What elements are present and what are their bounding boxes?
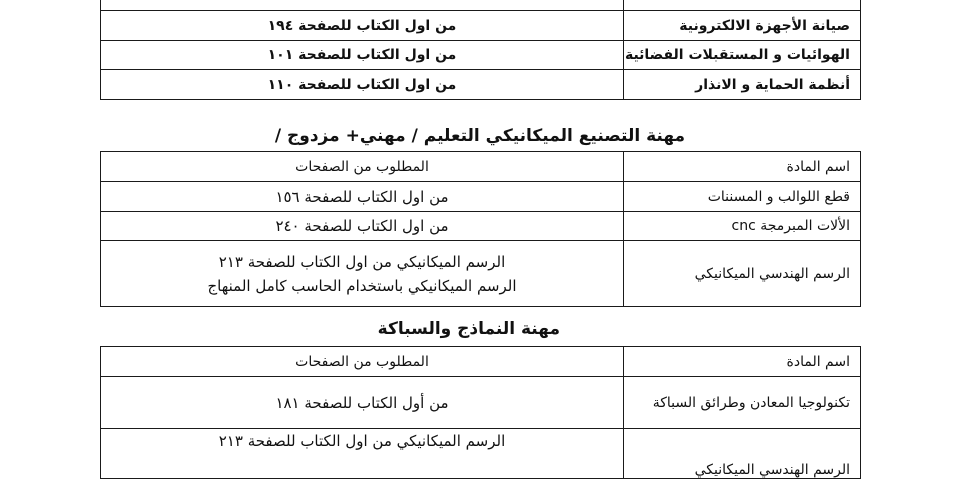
subject-cell: أنظمة الحماية و الانذار [624, 70, 861, 100]
table-row [101, 429, 861, 479]
pages-cell: من اول الكتاب للصفحة ١٩٤ [101, 11, 624, 41]
table-row [101, 241, 861, 307]
pages-cell: من اول الكتاب للصفحة ١٠١ [101, 41, 624, 70]
table-row [101, 182, 861, 212]
subject-cell: صيانة الأجهزة الالكترونية [624, 11, 861, 41]
pages-cell: من أول الكتاب للصفحة ١٨١ [101, 377, 624, 429]
subject-column-header: اسم المادة [624, 347, 861, 377]
subject-cell: تكنولوجيا المعادن وطرائق السباكة [624, 377, 861, 429]
subject-cell: الرسم الهندسي الميكانيكي [624, 429, 861, 479]
pages-line: الرسم الميكانيكي باستخدام الحاسب كامل المنهاج [207, 276, 517, 295]
table-row [101, 11, 861, 41]
subject-cell [624, 0, 861, 11]
table-row [101, 70, 861, 100]
mechanical-manufacturing-heading: مهنة التصنيع الميكانيكي التعليم / مهني+ مزدوج / [274, 126, 686, 146]
table-row [101, 377, 861, 429]
table-row [101, 41, 861, 70]
table-header-row [101, 347, 861, 377]
subject-cell: الألات المبرمجة cnc [624, 212, 861, 241]
subject-column-header: اسم المادة [624, 152, 861, 182]
pages-column-header: المطلوب من الصفحات [101, 152, 624, 182]
pages-cell: من اول الكتاب للصفحة ١١٠ [101, 70, 624, 100]
table-row [101, 0, 861, 11]
pages-line: الرسم الميكانيكي من اول الكتاب للصفحة ٢١٣ [218, 252, 506, 271]
patterns-casting-heading: مهنة النماذج والسباكة [377, 319, 560, 339]
pages-cell [101, 429, 624, 479]
pages-line: الرسم الميكانيكي من اول الكتاب للصفحة ٢١٣ [218, 432, 506, 450]
subject-cell: الرسم الهندسي الميكانيكي [624, 241, 861, 307]
subject-cell: قطع اللوالب و المسننات [624, 182, 861, 212]
pages-cell [101, 241, 624, 307]
pages-cell: من اول الكتاب للصفحة ١٥٦ [101, 182, 624, 212]
mechanical-subjects-table [100, 151, 861, 307]
table-header-row [101, 152, 861, 182]
table-row [101, 212, 861, 241]
pages-column-header: المطلوب من الصفحات [101, 347, 624, 377]
pages-cell: من اول الكتاب للصفحة ٢٤٠ [101, 212, 624, 241]
subject-cell: الهوائيات و المستقبلات الفضائية [624, 41, 861, 70]
electronics-subjects-table [100, 0, 861, 100]
casting-subjects-table [100, 346, 861, 479]
pages-cell [101, 0, 624, 11]
